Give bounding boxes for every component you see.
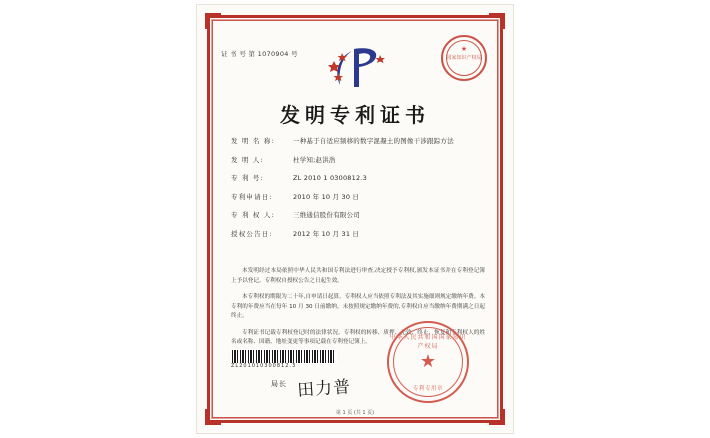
field-value: 2012 年 10 月 31 日 [293,229,360,238]
sipo-logo-icon [314,45,396,91]
seal-arc-bottom-text: 专利专用章 [412,386,443,392]
field-row-grant-date [231,230,485,239]
official-red-seal-icon [387,321,469,403]
body-paragraph-1: 本发明经过本局依照中华人民共和国专利法进行审查,决定授予专利权,颁发本证书并在专利登记簿上予以登记。专利权自授权公告之日起生效。 [231,268,485,284]
field-label: 授权公告日: [231,229,273,238]
barcode-number: ZL201010300812.3 [231,363,297,369]
corner-ornament-top-left [205,13,221,29]
seal-text: 国家知识产权局 [446,55,482,61]
field-value: 一种基于自适应频移的数字混凝土的图像干涉跟踪方法 [293,137,454,145]
seal-arc-top-text: 中华人民共和国国家知识产权局 [389,334,467,350]
field-row-invention-name [231,137,485,146]
field-value: 三维通信股份有限公司 [293,211,360,219]
certificate-number: 证 书 号 第 1070904 号 [221,50,298,58]
field-label: 专 利 权 人: [231,211,275,219]
barcode [231,349,337,364]
field-value: 杜学知;赵洪浩 [293,155,336,164]
page-title: 发明专利证书 [280,103,430,127]
patent-certificate [196,4,514,434]
field-row-patent-number [231,174,485,183]
field-value: 2010 年 10 月 30 日 [293,192,360,201]
field-row-patentee [231,211,485,220]
body-paragraph-2: 本专利权的期限为二十年,自申请日起算。专利权人应当依照专利法及其实施细则规定缴纳年费。本专利的年费应当在每年 10 月 30 日前缴纳。未按照规定缴纳年费的,专利权自应当缴纳年费期满之日起终止。 [231,294,485,319]
field-label: 发 明 人: [231,155,265,164]
body-paragraph-3: 专利证书记载专利权登记时的法律状况。专利权的转移、质押、无效、终止、恢复和专利权人的姓名或名称、国籍、地址变更等事项记载在专利登记簿上。 [231,329,485,345]
signature-label: 局长 [271,380,287,388]
patent-fields [231,137,485,248]
field-row-inventor [231,156,485,165]
field-label: 专 利 号: [231,174,265,182]
field-value: ZL 2010 1 0300812.3 [293,174,367,182]
page-footer: 第 1 页 (共 1 页) [335,410,375,416]
seal-star-icon: ★ [419,351,437,372]
seal-star-icon: ★ [460,45,468,53]
national-office-seal-icon [441,35,487,81]
field-label: 发 明 名 称: [231,137,275,145]
signature-name: 田力普 [296,377,352,401]
field-row-application-date [231,193,485,202]
field-label: 专利申请日: [231,192,273,201]
corner-ornament-top-right [489,13,505,29]
